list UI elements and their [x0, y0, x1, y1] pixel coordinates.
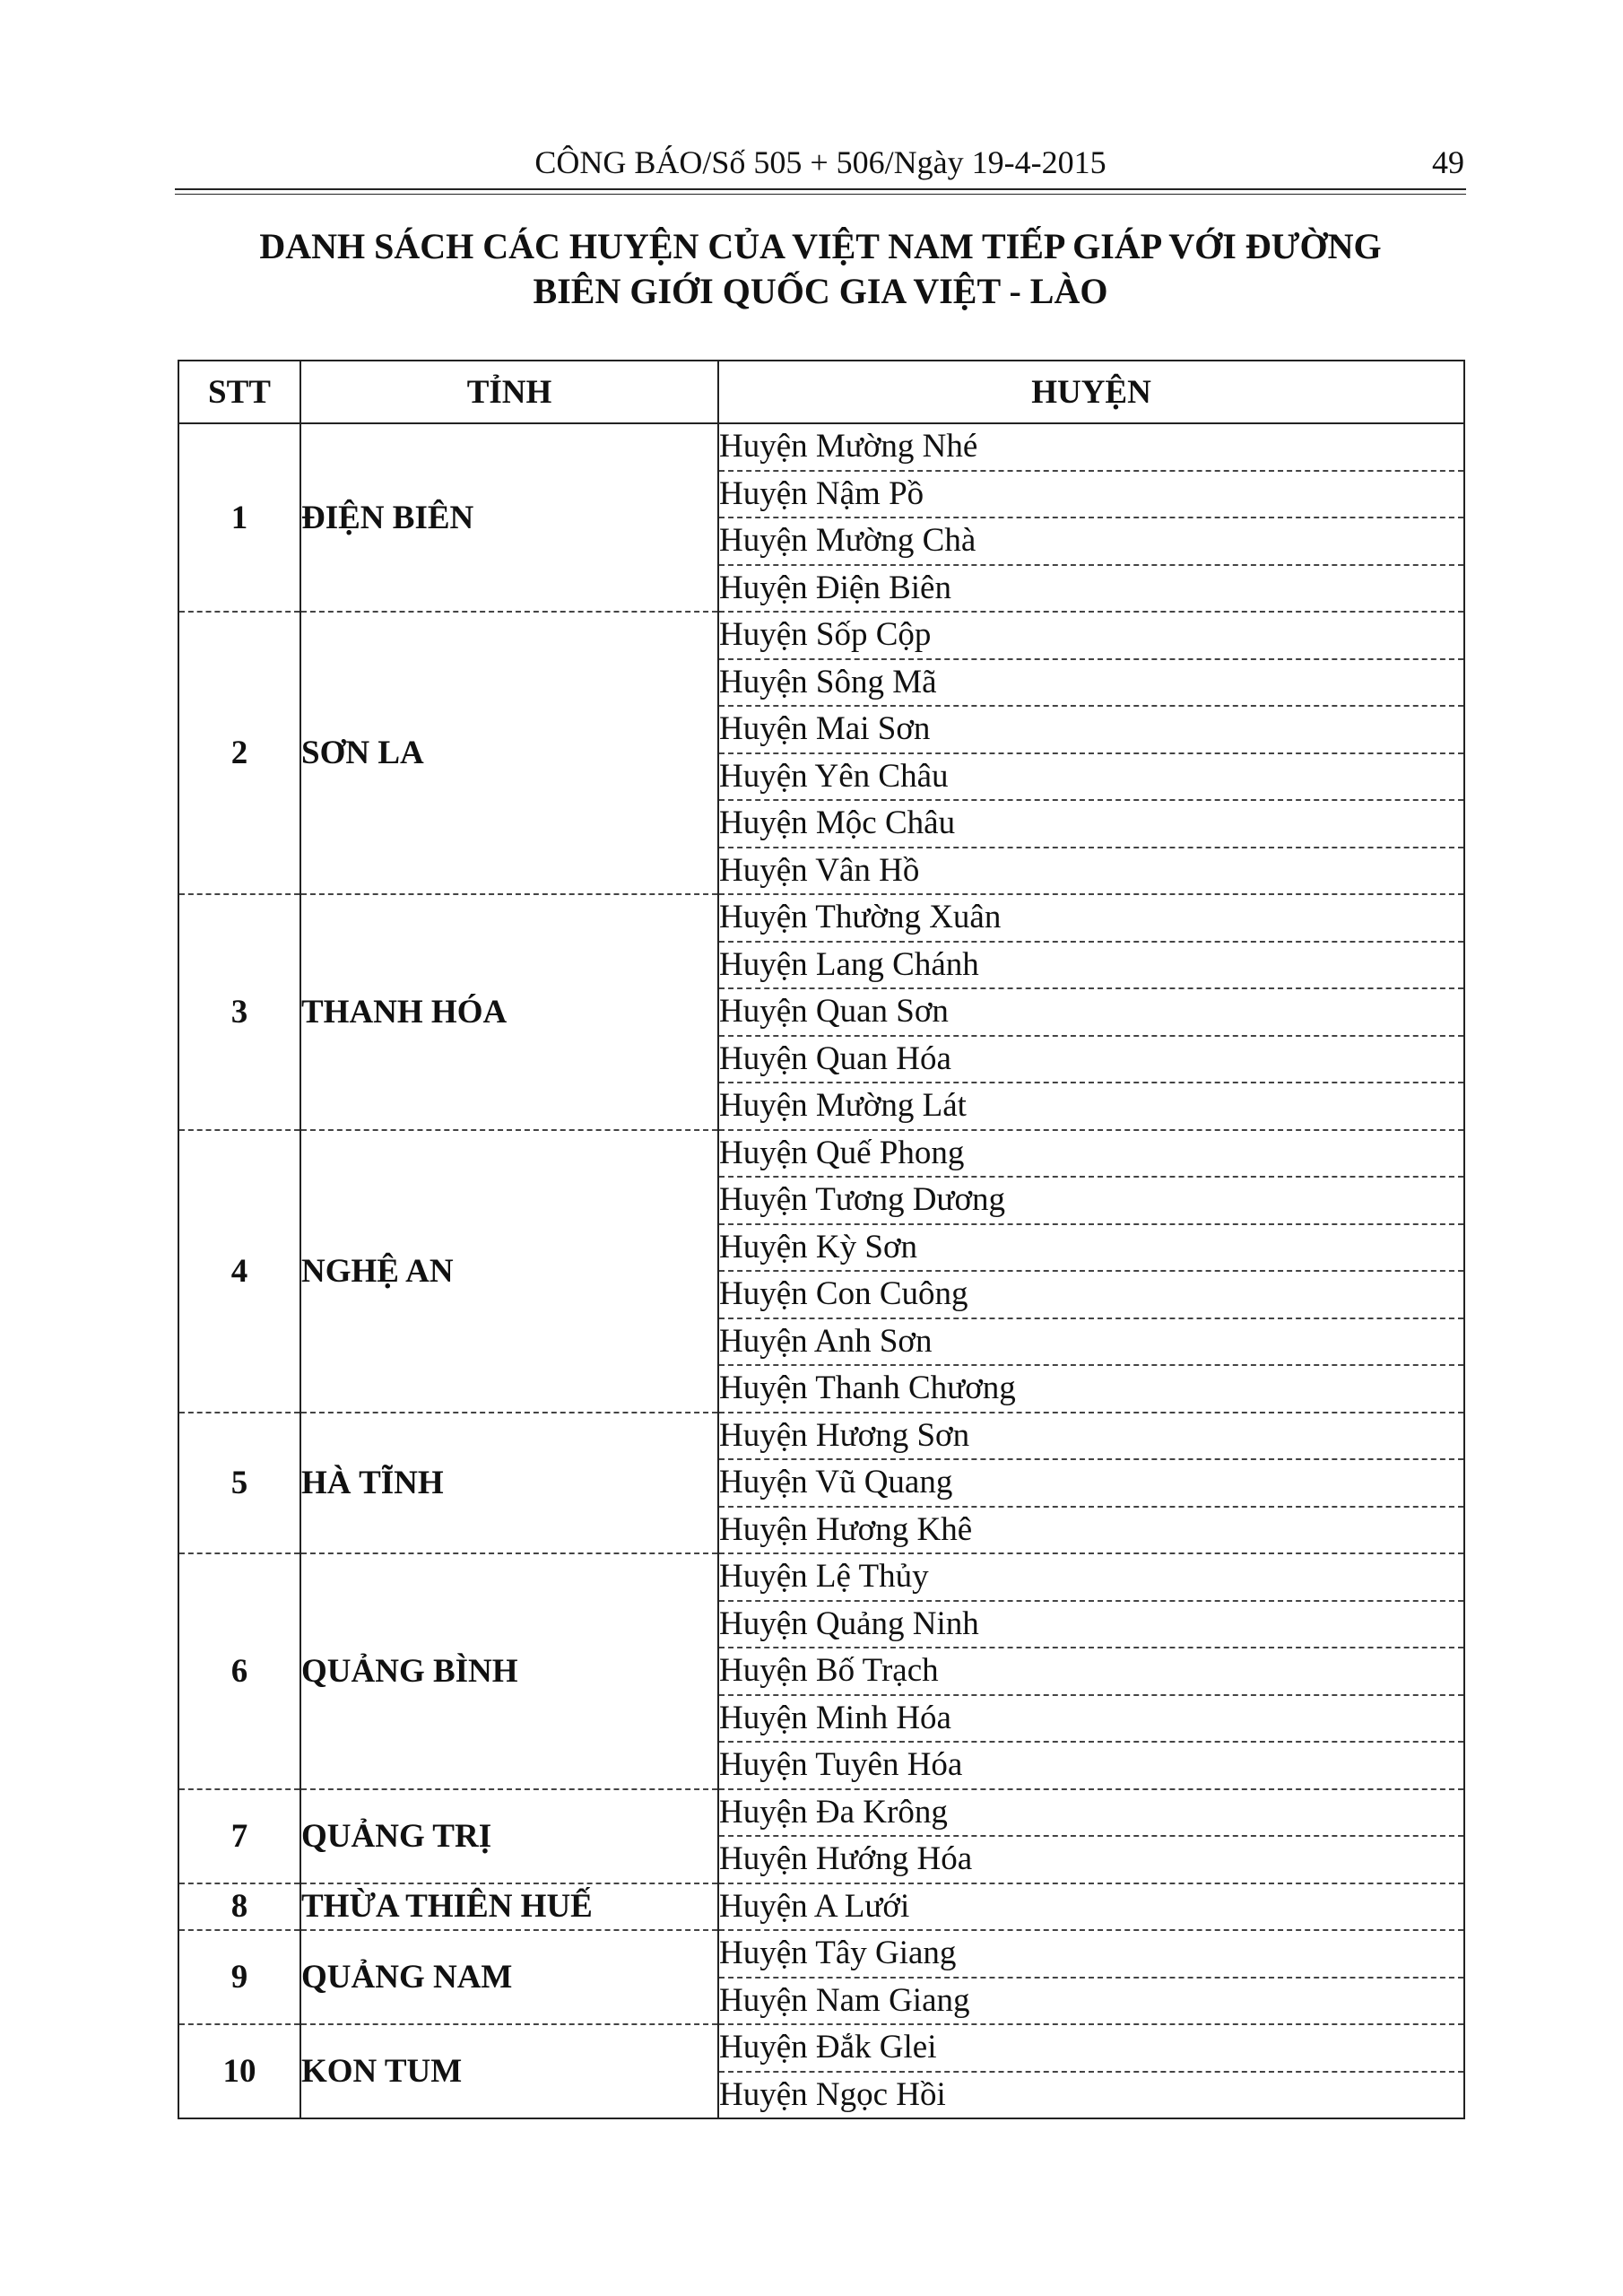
district-name: Huyện Hương Sơn: [718, 1413, 1464, 1460]
province-name: ĐIỆN BIÊN: [300, 423, 718, 612]
province-stt: 3: [178, 894, 300, 1130]
district-name: Huyện Quan Hóa: [718, 1036, 1464, 1083]
header-rule-thin: [175, 194, 1466, 195]
table-row: [178, 1930, 1464, 1978]
district-name: Huyện Nậm Pồ: [718, 471, 1464, 518]
province-name: THANH HÓA: [300, 894, 718, 1130]
table-row: [178, 894, 1464, 942]
district-name: Huyện Mai Sơn: [718, 706, 1464, 753]
province-stt: 4: [178, 1130, 300, 1413]
district-name: Huyện Mộc Châu: [718, 800, 1464, 848]
table-row: [178, 1130, 1464, 1178]
district-name: Huyện Điện Biên: [718, 565, 1464, 613]
district-name: Huyện Anh Sơn: [718, 1318, 1464, 1366]
province-stt: 8: [178, 1883, 300, 1931]
district-name: Huyện Kỳ Sơn: [718, 1224, 1464, 1272]
district-name: Huyện Bố Trạch: [718, 1648, 1464, 1695]
district-name: Huyện Thường Xuân: [718, 894, 1464, 942]
publication-title: CÔNG BÁO/Số 505 + 506/Ngày 19-4-2015: [534, 144, 1107, 180]
province-name: SƠN LA: [300, 612, 718, 894]
province-stt: 6: [178, 1553, 300, 1789]
district-name: Huyện Thanh Chương: [718, 1365, 1464, 1413]
district-name: Huyện Con Cuông: [718, 1271, 1464, 1318]
column-header-huyen: HUYỆN: [718, 361, 1464, 423]
district-name: Huyện Minh Hóa: [718, 1695, 1464, 1743]
district-name: Huyện Sốp Cộp: [718, 612, 1464, 659]
table-header-row: [178, 361, 1464, 423]
page-number: 49: [1432, 144, 1464, 180]
document-title: [175, 224, 1466, 314]
table-row: [178, 2024, 1464, 2072]
province-stt: 1: [178, 423, 300, 612]
district-name: Huyện Nam Giang: [718, 1978, 1464, 2025]
province-name: QUẢNG NAM: [300, 1930, 718, 2024]
province-name: HÀ TĨNH: [300, 1413, 718, 1554]
column-header-stt: STT: [178, 361, 300, 423]
document-title-line-1: DANH SÁCH CÁC HUYỆN CỦA VIỆT NAM TIẾP GIÁP VỚI ĐƯỜNG: [259, 226, 1382, 266]
district-name: Huyện A Lưới: [718, 1883, 1464, 1931]
table-row: [178, 1553, 1464, 1601]
province-stt: 2: [178, 612, 300, 894]
document-title-line-2: BIÊN GIỚI QUỐC GIA VIỆT - LÀO: [533, 271, 1108, 311]
district-name: Huyện Đắk Glei: [718, 2024, 1464, 2072]
district-name: Huyện Tây Giang: [718, 1930, 1464, 1978]
province-name: QUẢNG BÌNH: [300, 1553, 718, 1789]
table-row: [178, 423, 1464, 471]
district-name: Huyện Mường Chà: [718, 517, 1464, 565]
district-name: Huyện Yên Châu: [718, 753, 1464, 801]
district-name: Huyện Mường Nhé: [718, 423, 1464, 471]
table-row: [178, 1789, 1464, 1837]
page-header: [175, 144, 1466, 188]
header-rule-thick: [175, 188, 1466, 190]
district-name: Huyện Mường Lát: [718, 1083, 1464, 1130]
column-header-tinh: TỈNH: [300, 361, 718, 423]
district-name: Huyện Sông Mã: [718, 659, 1464, 707]
province-stt: 9: [178, 1930, 300, 2024]
district-name: Huyện Ngọc Hồi: [718, 2072, 1464, 2119]
district-name: Huyện Lang Chánh: [718, 942, 1464, 989]
district-name: Huyện Đa Krông: [718, 1789, 1464, 1837]
table-row: [178, 612, 1464, 659]
province-name: THỪA THIÊN HUẾ: [300, 1883, 718, 1931]
province-name: KON TUM: [300, 2024, 718, 2118]
district-name: Huyện Hương Khê: [718, 1507, 1464, 1554]
district-name: Huyện Quảng Ninh: [718, 1601, 1464, 1648]
table-body: [178, 423, 1464, 2118]
province-name: QUẢNG TRỊ: [300, 1789, 718, 1883]
district-name: Huyện Vũ Quang: [718, 1459, 1464, 1507]
district-name: Huyện Quan Sơn: [718, 988, 1464, 1036]
province-name: NGHỆ AN: [300, 1130, 718, 1413]
district-name: Huyện Tuyên Hóa: [718, 1742, 1464, 1789]
district-name: Huyện Lệ Thủy: [718, 1553, 1464, 1601]
district-name: Huyện Quế Phong: [718, 1130, 1464, 1178]
district-name: Huyện Hướng Hóa: [718, 1836, 1464, 1883]
table-row: [178, 1883, 1464, 1931]
district-name: Huyện Tương Dương: [718, 1177, 1464, 1224]
table-row: [178, 1413, 1464, 1460]
province-stt: 10: [178, 2024, 300, 2118]
province-stt: 7: [178, 1789, 300, 1883]
district-table: [178, 360, 1465, 2119]
province-stt: 5: [178, 1413, 300, 1554]
district-name: Huyện Vân Hồ: [718, 848, 1464, 895]
